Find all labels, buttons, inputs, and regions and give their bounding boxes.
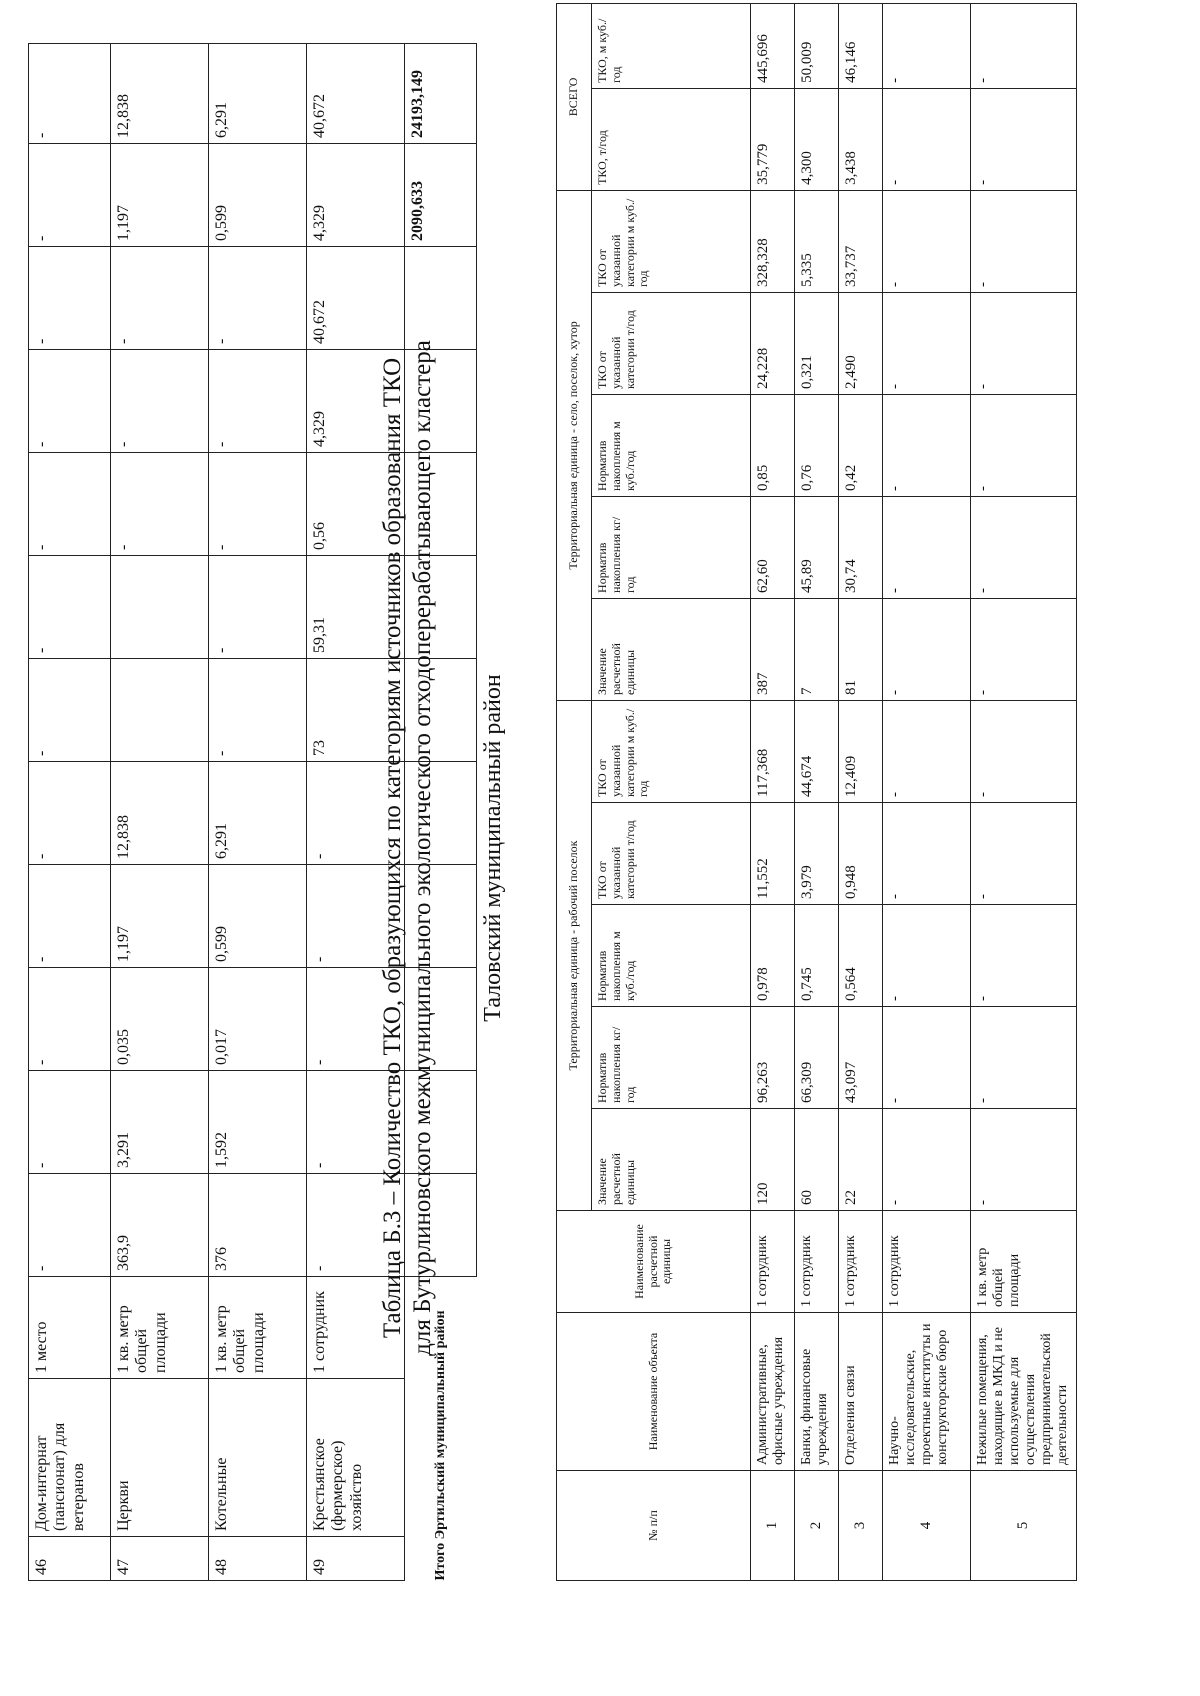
value-cell: - — [29, 659, 111, 762]
value-cell: 4,329 — [307, 144, 405, 247]
value-cell: 117,368 — [751, 700, 795, 802]
value-cell: - — [111, 247, 209, 350]
value-cell: 7 — [795, 598, 839, 700]
value-cell: - — [883, 803, 971, 905]
object-name: Котельные — [209, 1379, 307, 1537]
header-rp-value: Значение расчетной единицы — [592, 1109, 751, 1211]
total-label: Итого Эртильский муниципальный район — [432, 1310, 448, 1581]
row-number: 4 — [883, 1471, 971, 1581]
value-cell: - — [883, 1007, 971, 1109]
unit-name: 1 сотрудник — [795, 1211, 839, 1313]
object-name: Научно-исследовательские, проектные институты и конструкторские бюро — [883, 1313, 971, 1471]
value-cell: 445,696 — [751, 3, 795, 88]
table-row — [839, 3, 883, 1580]
value-cell: 0,978 — [751, 905, 795, 1007]
object-name: Крестьянское (фермерское) хозяйство — [307, 1379, 405, 1537]
value-cell: - — [883, 190, 971, 292]
value-cell: - — [883, 394, 971, 496]
value-cell: 12,838 — [111, 762, 209, 865]
region-heading: Таловский муниципальный район — [480, 674, 506, 1022]
row-number: 46 — [29, 1537, 111, 1581]
value-cell: 62,60 — [751, 496, 795, 598]
unit-name: 1 сотрудник — [883, 1211, 971, 1313]
unit-name: 1 сотрудник — [307, 1277, 405, 1379]
value-cell: - — [971, 394, 1077, 496]
value-cell: 81 — [839, 598, 883, 700]
value-cell: 44,674 — [795, 700, 839, 802]
value-cell: 5,335 — [795, 190, 839, 292]
header-group-row — [557, 3, 592, 1580]
value-cell: 0,745 — [795, 905, 839, 1007]
unit-name: 1 сотрудник — [751, 1211, 795, 1313]
table-row — [971, 3, 1077, 1580]
row-number: 5 — [971, 1471, 1077, 1581]
value-cell: - — [883, 292, 971, 394]
value-cell: - — [29, 453, 111, 556]
value-cell: 4,300 — [795, 88, 839, 190]
value-cell: - — [971, 3, 1077, 88]
value-cell: - — [971, 190, 1077, 292]
value-cell: 1,197 — [111, 144, 209, 247]
value-cell: - — [883, 88, 971, 190]
value-cell: - — [29, 1071, 111, 1174]
object-name: Нежилые помещения, находящие в МКД и не используемые для осуществления предпринимательской деятельности — [971, 1313, 1077, 1471]
table-row — [883, 3, 971, 1580]
value-cell: - — [883, 598, 971, 700]
unit-name: 1 кв. метр общей площади — [971, 1211, 1077, 1313]
header-rp-norm-m3: Норматив накопления м куб./год — [592, 905, 751, 1007]
value-cell: - — [971, 496, 1077, 598]
header-group-village: Территориальная единица - село, поселок, хутор — [557, 190, 592, 700]
object-name: Дом-интернат (пансионат) для ветеранов — [29, 1379, 111, 1537]
value-cell: 45,89 — [795, 496, 839, 598]
value-cell: 2,490 — [839, 292, 883, 394]
table-row — [209, 44, 307, 1581]
value-cell: 120 — [751, 1109, 795, 1211]
value-cell: - — [883, 905, 971, 1007]
header-rp-tko-m3: ТКО от указанной категории м куб./год — [592, 700, 751, 802]
unit-name: 1 сотрудник — [839, 1211, 883, 1313]
value-cell: - — [307, 1174, 405, 1277]
value-cell: - — [29, 350, 111, 453]
header-num: № п/п — [557, 1471, 751, 1581]
value-cell: 60 — [795, 1109, 839, 1211]
value-cell: 22 — [839, 1109, 883, 1211]
value-cell — [111, 556, 209, 659]
table-title — [378, 0, 438, 1696]
value-cell: - — [29, 247, 111, 350]
object-name: Церкви — [111, 1379, 209, 1537]
row-number: 1 — [751, 1471, 795, 1581]
object-name: Банки, финансовые учреждения — [795, 1313, 839, 1471]
value-cell: - — [307, 762, 405, 865]
value-cell: 6,291 — [209, 44, 307, 144]
value-cell: - — [971, 292, 1077, 394]
value-cell — [111, 659, 209, 762]
value-cell: - — [883, 1109, 971, 1211]
value-cell: 46,146 — [839, 3, 883, 88]
value-cell: - — [209, 556, 307, 659]
value-cell: 30,74 — [839, 496, 883, 598]
value-cell: - — [307, 865, 405, 968]
value-cell: - — [29, 144, 111, 247]
header-object: Наименование объекта — [557, 1313, 751, 1471]
value-cell: - — [209, 659, 307, 762]
value-cell: 12,838 — [111, 44, 209, 144]
value-cell: - — [29, 1174, 111, 1277]
value-cell: 3,438 — [839, 88, 883, 190]
value-cell: - — [971, 1109, 1077, 1211]
value-cell: - — [29, 865, 111, 968]
value-cell: 376 — [209, 1174, 307, 1277]
object-name: Административные, офисные учреждения — [751, 1313, 795, 1471]
main-table — [556, 3, 1077, 1581]
value-cell: - — [971, 700, 1077, 802]
header-group-rp: Территориальная единица - рабочий поселок — [557, 700, 592, 1210]
table-row — [111, 44, 209, 1581]
value-cell: 12,409 — [839, 700, 883, 802]
row-number: 47 — [111, 1537, 209, 1581]
header-village-norm-kg: Норматив накопления кг/год — [592, 496, 751, 598]
unit-name: 1 кв. метр общей площади — [111, 1277, 209, 1379]
value-cell: 363,9 — [111, 1174, 209, 1277]
total-t: 2090,633 — [405, 144, 477, 247]
value-cell: 3,291 — [111, 1071, 209, 1174]
value-cell: 11,552 — [751, 803, 795, 905]
value-cell: 0,035 — [111, 968, 209, 1071]
value-cell: 0,42 — [839, 394, 883, 496]
object-name: Отделения связи — [839, 1313, 883, 1471]
header-rp-tko-t: ТКО от указанной категории т/год — [592, 803, 751, 905]
table-row — [29, 44, 111, 1581]
unit-name: 1 место — [29, 1277, 111, 1379]
header-rp-norm-kg: Норматив накопления кг/год — [592, 1007, 751, 1109]
value-cell: 0,76 — [795, 394, 839, 496]
value-cell: - — [971, 88, 1077, 190]
header-village-tko-t: ТКО от указанной категории т/год — [592, 292, 751, 394]
value-cell: 0,564 — [839, 905, 883, 1007]
value-cell: - — [971, 803, 1077, 905]
value-cell: - — [209, 453, 307, 556]
value-cell: - — [883, 700, 971, 802]
value-cell: 96,263 — [751, 1007, 795, 1109]
table-row — [751, 3, 795, 1580]
value-cell: 66,309 — [795, 1007, 839, 1109]
row-number: 3 — [839, 1471, 883, 1581]
value-cell: - — [29, 968, 111, 1071]
value-cell: 59,31 — [307, 556, 405, 659]
value-cell: - — [29, 44, 111, 144]
value-cell: - — [971, 598, 1077, 700]
table-title-line1: Таблица Б.3 – Количество ТКО, образующихся по категориям источников образования ТКО — [379, 357, 406, 1339]
value-cell: 73 — [307, 659, 405, 762]
table-row — [795, 3, 839, 1580]
value-cell: - — [883, 496, 971, 598]
header-group-total: ВСЕГО — [557, 3, 592, 190]
header-village-value: Значение расчетной единицы — [592, 598, 751, 700]
value-cell: 0,599 — [209, 144, 307, 247]
value-cell: 0,85 — [751, 394, 795, 496]
row-number: 2 — [795, 1471, 839, 1581]
value-cell: - — [307, 968, 405, 1071]
header-total-m3: ТКО, м куб./год — [592, 3, 751, 88]
value-cell: 50,009 — [795, 3, 839, 88]
value-cell: 0,948 — [839, 803, 883, 905]
value-cell: 387 — [751, 598, 795, 700]
value-cell: 1,197 — [111, 865, 209, 968]
value-cell: 0,017 — [209, 968, 307, 1071]
value-cell: - — [111, 453, 209, 556]
value-cell: 35,779 — [751, 88, 795, 190]
value-cell: 3,979 — [795, 803, 839, 905]
value-cell: - — [971, 1007, 1077, 1109]
total-m3: 24193,149 — [405, 44, 477, 144]
value-cell: 328,328 — [751, 190, 795, 292]
value-cell: - — [29, 556, 111, 659]
value-cell: - — [971, 905, 1077, 1007]
value-cell: 40,672 — [307, 44, 405, 144]
value-cell: - — [29, 762, 111, 865]
value-cell: - — [209, 350, 307, 453]
value-cell: 0,321 — [795, 292, 839, 394]
header-unit: Наименование расчетной единицы — [557, 1211, 751, 1313]
value-cell: 1,592 — [209, 1071, 307, 1174]
header-village-norm-m3: Норматив накопления м куб./год — [592, 394, 751, 496]
header-total-t: ТКО, т/год — [592, 88, 751, 190]
value-cell: - — [111, 350, 209, 453]
value-cell: 4,329 — [307, 350, 405, 453]
value-cell: 0,599 — [209, 865, 307, 968]
row-number: 48 — [209, 1537, 307, 1581]
value-cell: - — [883, 3, 971, 88]
row-number: 49 — [307, 1537, 405, 1581]
table-title-line2: для Бутурлиновского межмуниципального экологического отходоперерабатывающего кластера — [409, 340, 436, 1356]
value-cell: 6,291 — [209, 762, 307, 865]
value-cell: 40,672 — [307, 247, 405, 350]
value-cell: - — [307, 1071, 405, 1174]
value-cell: 33,737 — [839, 190, 883, 292]
header-village-tko-m3: ТКО от указанной категории м куб./год — [592, 190, 751, 292]
value-cell: 43,097 — [839, 1007, 883, 1109]
value-cell: 24,228 — [751, 292, 795, 394]
unit-name: 1 кв. метр общей площади — [209, 1277, 307, 1379]
value-cell: - — [209, 247, 307, 350]
value-cell: 0,56 — [307, 453, 405, 556]
